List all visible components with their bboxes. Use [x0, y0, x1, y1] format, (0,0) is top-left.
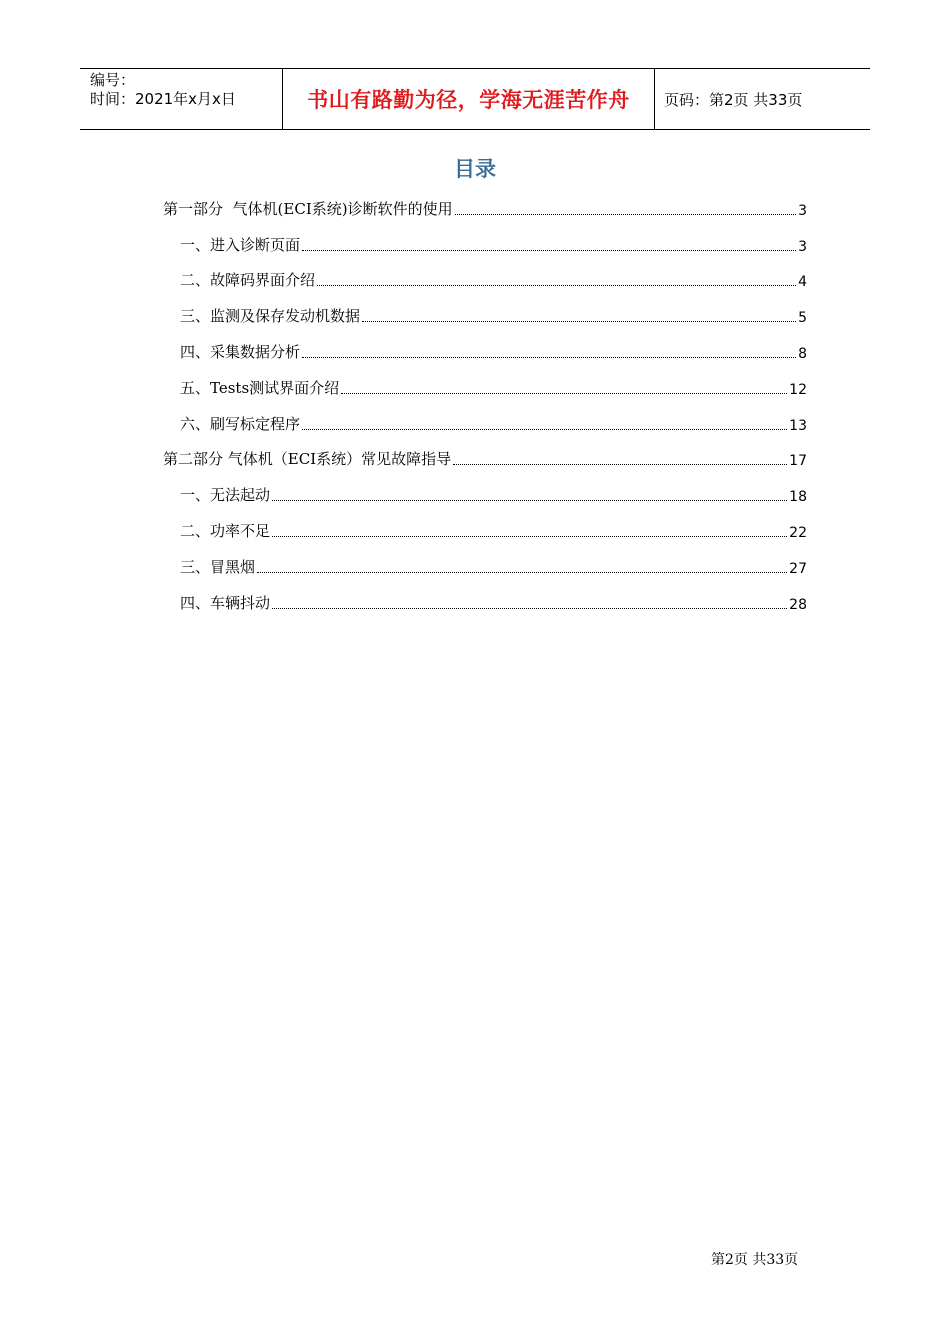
toc-entry-page: 28 — [789, 596, 807, 613]
toc-leader-dots — [272, 607, 787, 609]
toc-entry-label: 五、Tests测试界面介绍 — [180, 378, 340, 397]
toc-entry-page: 3 — [798, 238, 807, 255]
toc-entry-label: 三、冒黑烟 — [180, 557, 256, 576]
header-page-info: 页码：第2页 共33页 — [664, 90, 803, 109]
toc-entry-page: 18 — [789, 489, 807, 506]
page-header — [80, 68, 870, 130]
toc-entry-label: 四、采集数据分析 — [180, 342, 301, 361]
toc-entry[interactable] — [163, 505, 807, 541]
document-date: 时间：2021年x月x日 — [90, 90, 236, 108]
toc-leader-dots — [272, 535, 787, 537]
footer-page-number: 第2页 共33页 — [711, 1252, 799, 1268]
toc-leader-dots — [317, 284, 796, 286]
toc-entry-page: 13 — [789, 417, 807, 434]
toc-entry-page: 4 — [798, 274, 807, 291]
header-motto: 书山有路勤为径，学海无涯苦作舟 — [282, 69, 655, 129]
toc-leader-dots — [362, 320, 796, 322]
toc-entry-label: 一、无法起动 — [180, 486, 271, 505]
toc-entry-page: 8 — [798, 345, 807, 362]
toc-entry[interactable] — [163, 290, 807, 326]
toc-entry-page: 5 — [798, 310, 807, 327]
toc-entry-page: 17 — [789, 453, 807, 470]
toc-entry-page: 12 — [789, 381, 807, 398]
toc-entry-page: 27 — [789, 560, 807, 577]
toc-leader-dots — [257, 571, 787, 573]
table-of-contents — [163, 183, 807, 613]
toc-entry-label: 第二部分 气体机（ECI系统）常见故障指导 — [163, 450, 452, 469]
toc-entry-label: 三、监测及保存发动机数据 — [180, 307, 361, 326]
toc-leader-dots — [455, 213, 796, 215]
toc-entry-label: 二、故障码界面介绍 — [180, 271, 316, 290]
toc-entry[interactable] — [163, 541, 807, 577]
toc-entry-page: 22 — [789, 524, 807, 541]
toc-entry[interactable] — [163, 362, 807, 398]
toc-entry[interactable] — [163, 183, 807, 219]
toc-leader-dots — [341, 392, 787, 394]
toc-entry[interactable] — [163, 469, 807, 505]
toc-leader-dots — [302, 249, 796, 251]
toc-entry[interactable] — [163, 398, 807, 434]
toc-entry-label: 一、进入诊断页面 — [180, 235, 301, 254]
toc-entry-label: 第一部分 气体机(ECI系统)诊断软件的使用 — [163, 199, 453, 218]
toc-leader-dots — [453, 463, 787, 465]
toc-leader-dots — [302, 428, 787, 430]
document-number-label: 编号： — [90, 71, 136, 89]
toc-entry-label: 二、功率不足 — [180, 521, 271, 540]
toc-entry[interactable] — [163, 219, 807, 255]
toc-entry-label: 四、车辆抖动 — [180, 593, 271, 612]
header-meta — [80, 69, 282, 129]
toc-leader-dots — [272, 499, 787, 501]
toc-leader-dots — [302, 356, 796, 358]
toc-entry[interactable] — [163, 326, 807, 362]
toc-entry[interactable] — [163, 255, 807, 291]
toc-title: 目录 — [454, 156, 496, 181]
toc-entry-label: 六、刷写标定程序 — [180, 414, 301, 433]
toc-entry[interactable] — [163, 434, 807, 470]
toc-entry[interactable] — [163, 577, 807, 613]
toc-entry-page: 3 — [798, 202, 807, 219]
